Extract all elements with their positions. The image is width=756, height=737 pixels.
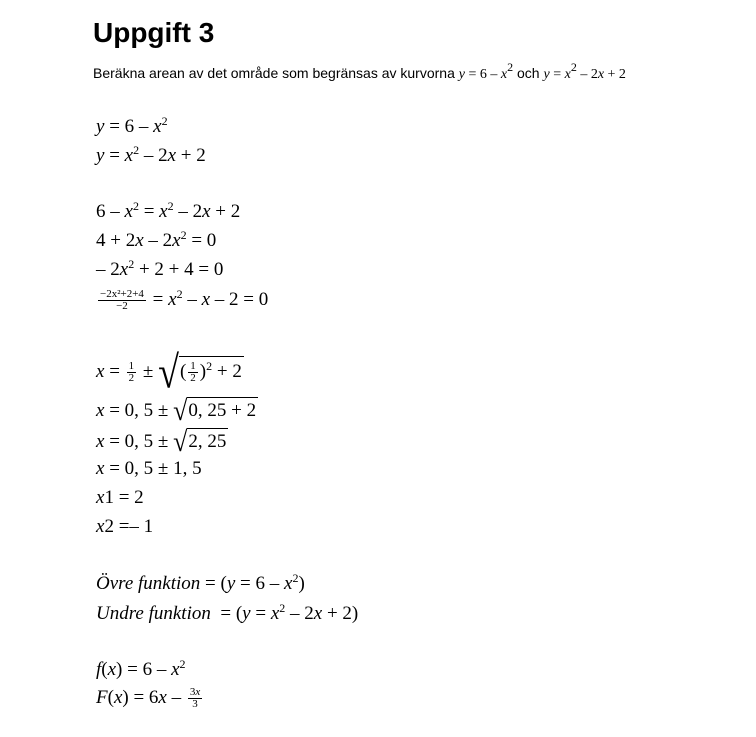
eq-curve-1: $y = 6 - x^2$ <box>96 114 168 137</box>
eq-pq-formula: x = $\frac{1}{2}$ ± √( $\frac{1}{2}$ )$^2$ + 2 <box>96 347 242 399</box>
page-title: Uppgift 3 <box>93 17 215 48</box>
antiderivative-F: F(x) = 6x – $\frac{3x}{3}$ <box>96 686 201 711</box>
eq-simplify-2: – $2x^2 + 2 + 4 = 0$ <box>96 257 224 280</box>
sqrt-icon: √0, 25 + 2 <box>173 394 257 427</box>
sqrt-icon: √( $\frac{1}{2}$ )$^2$ + 2 <box>158 347 242 399</box>
prompt-and: och <box>517 65 540 81</box>
fraction: $\frac{\text{−2x²+2+4}}{-2}$ <box>100 288 144 313</box>
eq-pq-step-3: x = 0, 5 ± 1, 5 <box>96 458 202 479</box>
sqrt-icon: √2, 25 <box>173 425 227 458</box>
eq-set-equal: $6 - x^2 = x^2 - 2x + 2$ <box>96 199 241 222</box>
function-f: $f(x) = 6 - x^2$ <box>96 657 186 680</box>
prompt-text: Beräkna arean av det område som begränsas av kurvorna <box>93 65 455 81</box>
root-x2: x2 =– 1 <box>96 516 154 537</box>
eq-pq-step-2: x = 0, 5 ± √2, 25 <box>96 425 227 458</box>
curve-2: $y = x^2 - 2x + 2$ <box>543 60 626 82</box>
eq-pq-step-1: x = 0, 5 ± √0, 25 + 2 <box>96 394 257 427</box>
eq-simplify-1: $4 + 2x - 2x^2 = 0$ <box>96 228 217 251</box>
lower-function: Undre funktion = $(y = x^2 - 2x + 2)$ <box>96 601 359 624</box>
root-x1: x1 = 2 <box>96 487 144 508</box>
problem-statement <box>93 60 626 84</box>
eq-curve-2: $y = x^2 - 2x + 2$ <box>96 143 206 166</box>
eq-divide: $\frac{\text{−2x²+2+4}}{-2}$ = $x^2 - x - 2 = 0$ <box>100 287 269 313</box>
curve-1: $y = 6 - x^2$ <box>458 60 514 82</box>
upper-function: Övre funktion = $(y = 6 - x^2)$ <box>96 571 305 594</box>
